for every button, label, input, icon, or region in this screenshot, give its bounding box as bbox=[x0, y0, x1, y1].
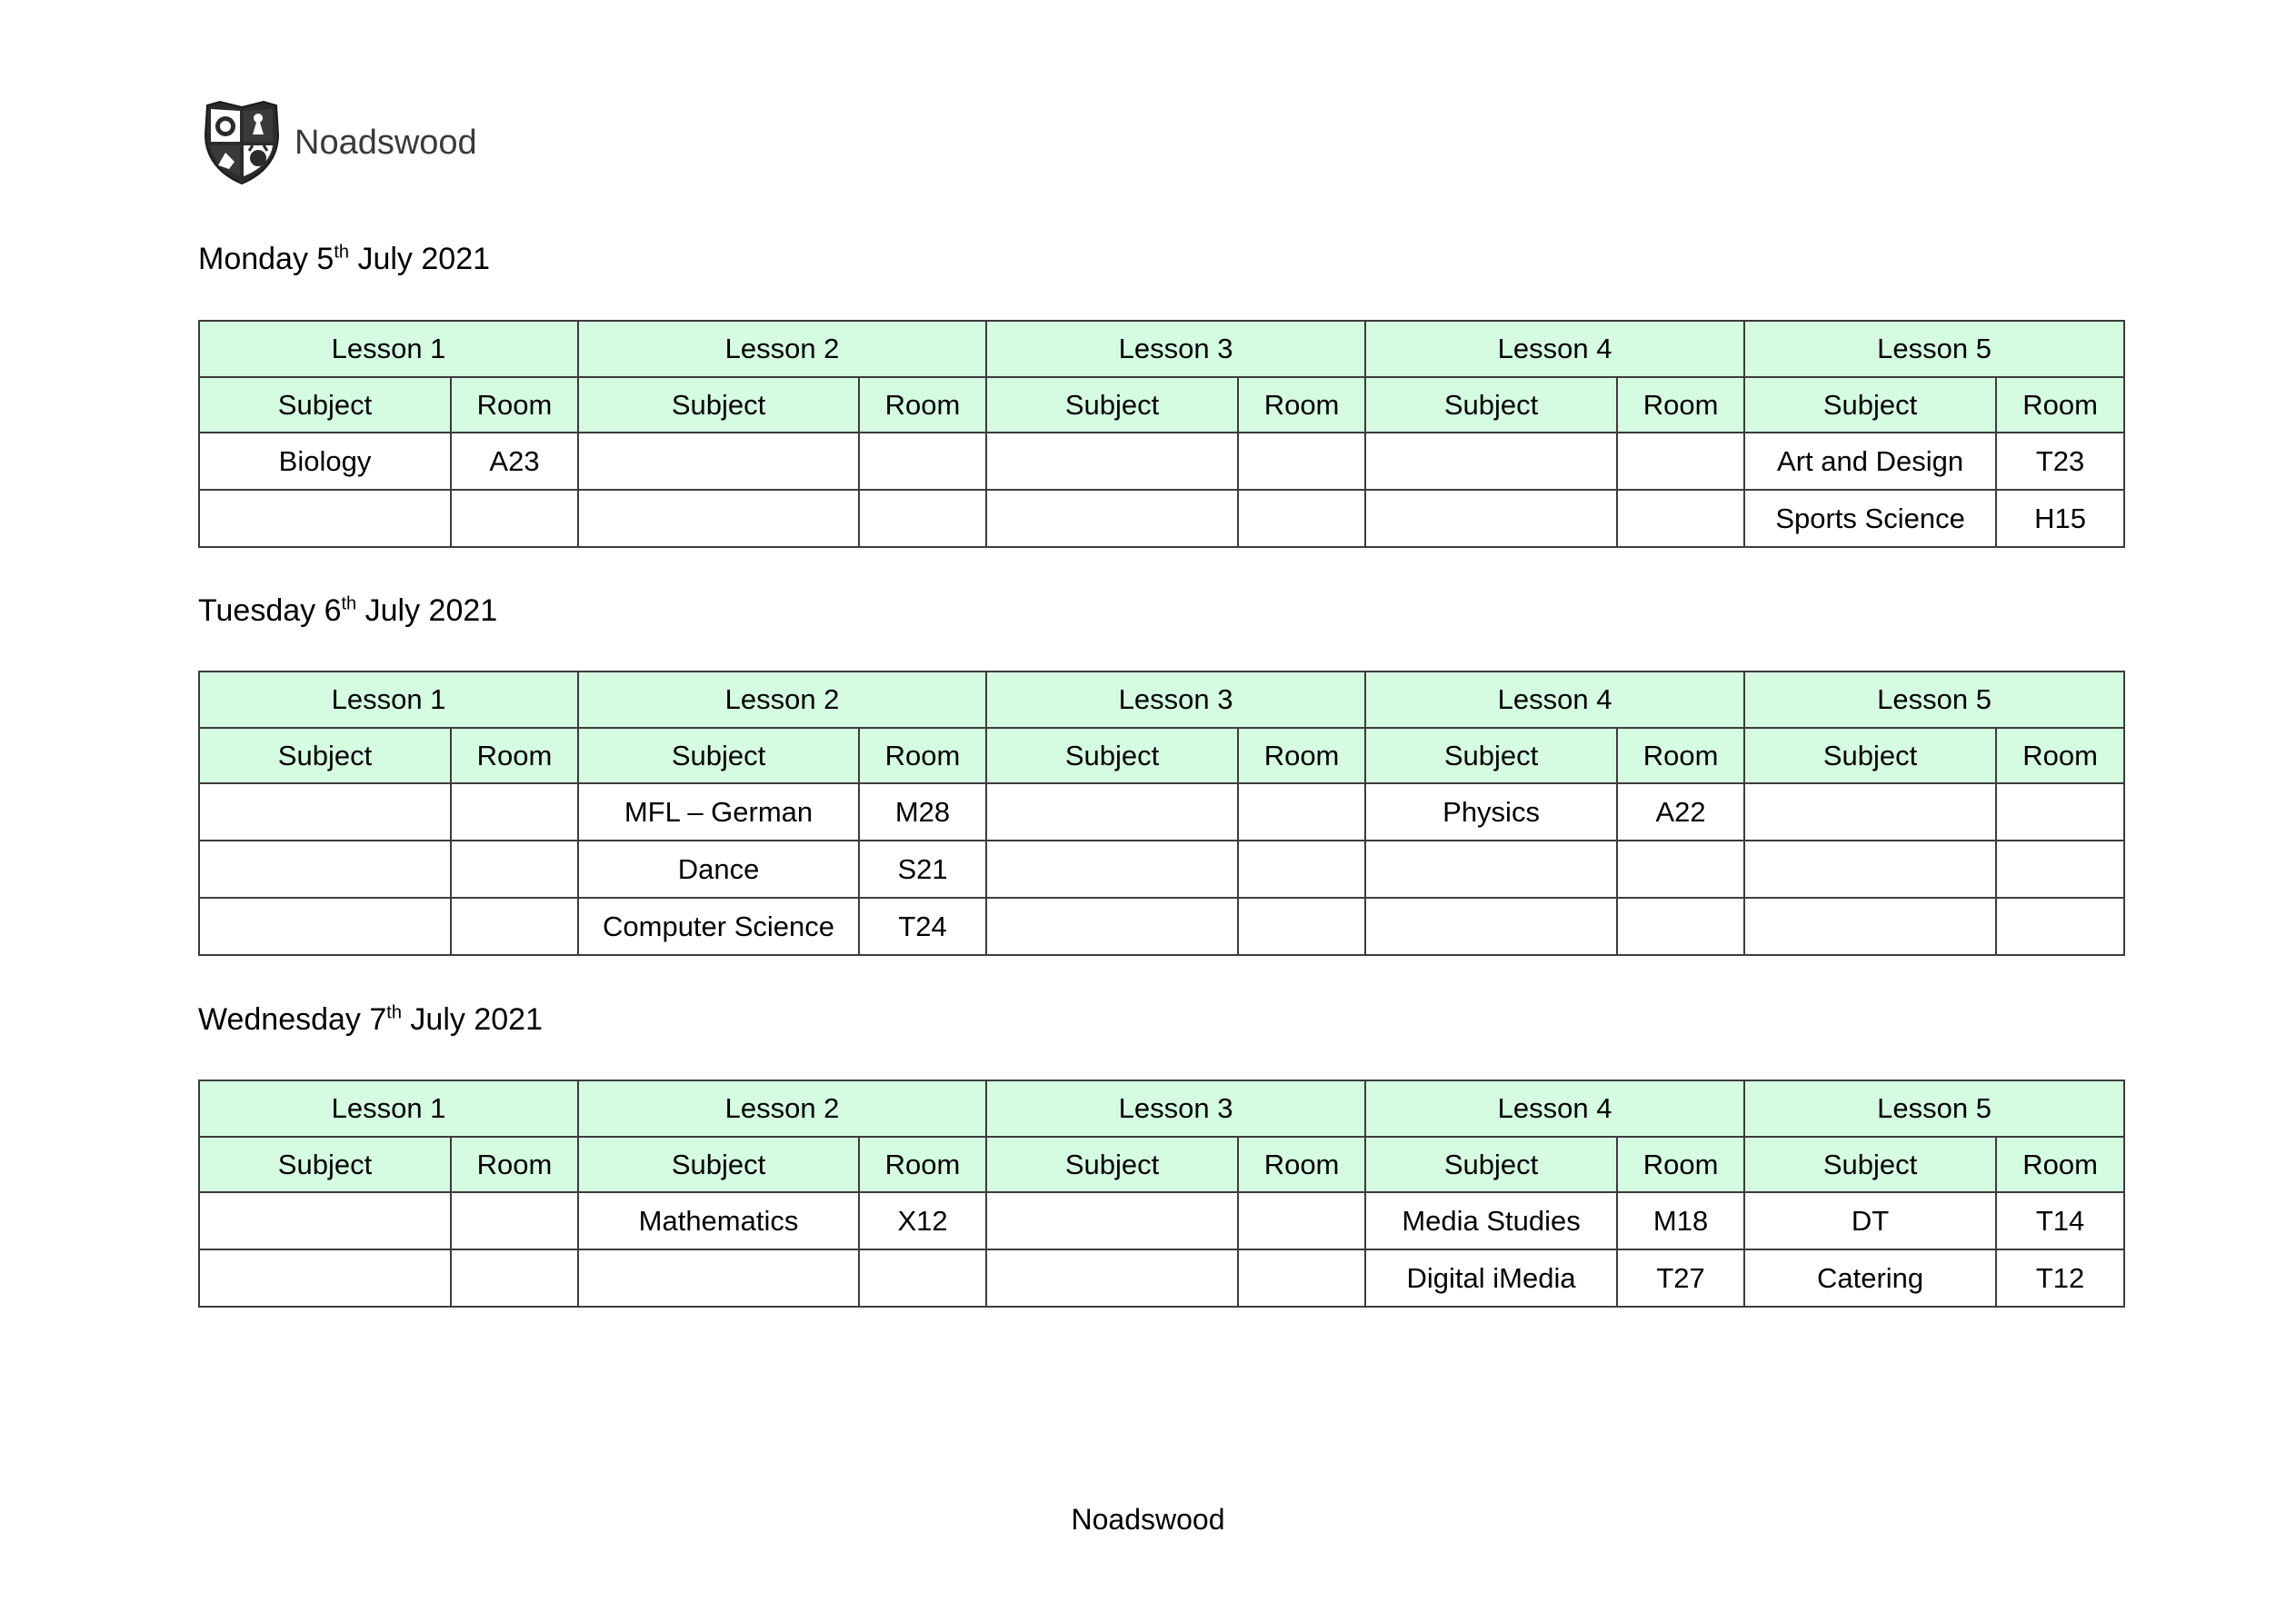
subject-cell bbox=[986, 1249, 1238, 1307]
lesson-header-row bbox=[199, 672, 2124, 728]
room-column-header: Room bbox=[1617, 377, 1744, 433]
lesson-header-3: Lesson 3 bbox=[986, 321, 1365, 377]
table-row bbox=[199, 1192, 2124, 1249]
school-logo bbox=[198, 98, 477, 187]
room-cell bbox=[859, 1249, 986, 1307]
subject-column-header: Subject bbox=[986, 377, 1238, 433]
room-cell: A22 bbox=[1617, 783, 1744, 841]
column-header-row bbox=[199, 1137, 2124, 1192]
room-cell bbox=[1617, 841, 1744, 898]
lesson-header-2: Lesson 2 bbox=[578, 321, 986, 377]
subject-cell: Sports Science bbox=[1744, 490, 1996, 547]
room-cell: T12 bbox=[1996, 1249, 2124, 1307]
table-row bbox=[199, 783, 2124, 841]
room-column-header: Room bbox=[1996, 377, 2124, 433]
subject-cell bbox=[1365, 490, 1617, 547]
room-cell: A23 bbox=[451, 433, 578, 490]
room-cell bbox=[1238, 490, 1365, 547]
room-column-header: Room bbox=[451, 728, 578, 783]
room-cell bbox=[451, 783, 578, 841]
room-cell bbox=[859, 433, 986, 490]
subject-cell: Art and Design bbox=[1744, 433, 1996, 490]
room-cell: T14 bbox=[1996, 1192, 2124, 1249]
subject-cell: Media Studies bbox=[1365, 1192, 1617, 1249]
subject-column-header: Subject bbox=[578, 728, 859, 783]
subject-cell bbox=[1744, 841, 1996, 898]
room-column-header: Room bbox=[1996, 1137, 2124, 1192]
subject-cell bbox=[578, 433, 859, 490]
room-column-header: Room bbox=[859, 1137, 986, 1192]
lesson-header-2: Lesson 2 bbox=[578, 672, 986, 728]
room-cell bbox=[1238, 898, 1365, 955]
room-cell: X12 bbox=[859, 1192, 986, 1249]
lesson-header-row bbox=[199, 1080, 2124, 1137]
room-cell bbox=[1617, 433, 1744, 490]
lesson-header-5: Lesson 5 bbox=[1744, 672, 2124, 728]
subject-cell bbox=[986, 898, 1238, 955]
room-cell: T24 bbox=[859, 898, 986, 955]
room-cell: M28 bbox=[859, 783, 986, 841]
subject-cell: MFL – German bbox=[578, 783, 859, 841]
table-row bbox=[199, 433, 2124, 490]
subject-cell: Dance bbox=[578, 841, 859, 898]
subject-column-header: Subject bbox=[578, 377, 859, 433]
room-column-header: Room bbox=[1617, 728, 1744, 783]
room-cell: T27 bbox=[1617, 1249, 1744, 1307]
room-cell bbox=[1617, 490, 1744, 547]
room-cell bbox=[1238, 433, 1365, 490]
room-cell: S21 bbox=[859, 841, 986, 898]
room-column-header: Room bbox=[1238, 377, 1365, 433]
subject-cell bbox=[986, 490, 1238, 547]
room-cell bbox=[1996, 898, 2124, 955]
room-cell bbox=[1617, 898, 1744, 955]
subject-cell bbox=[199, 783, 451, 841]
subject-cell bbox=[199, 490, 451, 547]
room-cell: H15 bbox=[1996, 490, 2124, 547]
day-heading-monday: Monday 5th July 2021 bbox=[198, 242, 491, 276]
lesson-header-4: Lesson 4 bbox=[1365, 321, 1744, 377]
subject-cell: DT bbox=[1744, 1192, 1996, 1249]
subject-cell: Physics bbox=[1365, 783, 1617, 841]
room-column-header: Room bbox=[451, 1137, 578, 1192]
subject-column-header: Subject bbox=[986, 1137, 1238, 1192]
room-cell bbox=[451, 1249, 578, 1307]
room-cell bbox=[451, 841, 578, 898]
subject-cell bbox=[199, 1249, 451, 1307]
subject-cell bbox=[986, 783, 1238, 841]
subject-cell bbox=[199, 898, 451, 955]
table-row bbox=[199, 490, 2124, 547]
subject-column-header: Subject bbox=[1365, 728, 1617, 783]
school-crest-icon bbox=[198, 98, 285, 187]
page-footer: Noadswood bbox=[1071, 1503, 1225, 1536]
subject-cell bbox=[199, 841, 451, 898]
subject-cell bbox=[578, 1249, 859, 1307]
subject-column-header: Subject bbox=[1744, 377, 1996, 433]
lesson-header-3: Lesson 3 bbox=[986, 672, 1365, 728]
column-header-row bbox=[199, 728, 2124, 783]
table-row bbox=[199, 898, 2124, 955]
subject-column-header: Subject bbox=[1365, 1137, 1617, 1192]
room-cell bbox=[451, 490, 578, 547]
logo-text: Noadswood bbox=[294, 123, 477, 162]
lesson-header-1: Lesson 1 bbox=[199, 1080, 578, 1137]
subject-cell bbox=[1744, 898, 1996, 955]
column-header-row bbox=[199, 377, 2124, 433]
table-row bbox=[199, 1249, 2124, 1307]
room-column-header: Room bbox=[859, 728, 986, 783]
lesson-header-2: Lesson 2 bbox=[578, 1080, 986, 1137]
subject-cell bbox=[986, 433, 1238, 490]
lesson-header-1: Lesson 1 bbox=[199, 672, 578, 728]
subject-cell bbox=[986, 1192, 1238, 1249]
subject-column-header: Subject bbox=[199, 728, 451, 783]
lesson-header-4: Lesson 4 bbox=[1365, 1080, 1744, 1137]
day-heading-tuesday: Tuesday 6th July 2021 bbox=[198, 593, 498, 628]
room-column-header: Room bbox=[859, 377, 986, 433]
subject-cell bbox=[1365, 433, 1617, 490]
room-column-header: Room bbox=[1617, 1137, 1744, 1192]
room-cell bbox=[1996, 783, 2124, 841]
room-cell: M18 bbox=[1617, 1192, 1744, 1249]
subject-column-header: Subject bbox=[578, 1137, 859, 1192]
subject-cell: Mathematics bbox=[578, 1192, 859, 1249]
subject-cell bbox=[199, 1192, 451, 1249]
subject-cell bbox=[986, 841, 1238, 898]
subject-cell: Computer Science bbox=[578, 898, 859, 955]
room-column-header: Room bbox=[1996, 728, 2124, 783]
room-cell bbox=[451, 898, 578, 955]
room-cell bbox=[1238, 783, 1365, 841]
room-column-header: Room bbox=[1238, 1137, 1365, 1192]
room-cell bbox=[1238, 1249, 1365, 1307]
subject-cell: Biology bbox=[199, 433, 451, 490]
room-cell: T23 bbox=[1996, 433, 2124, 490]
subject-cell: Digital iMedia bbox=[1365, 1249, 1617, 1307]
timetable-monday bbox=[198, 320, 2125, 548]
subject-column-header: Subject bbox=[1744, 728, 1996, 783]
timetable-tuesday bbox=[198, 671, 2125, 956]
room-cell bbox=[859, 490, 986, 547]
lesson-header-5: Lesson 5 bbox=[1744, 1080, 2124, 1137]
subject-column-header: Subject bbox=[199, 1137, 451, 1192]
subject-column-header: Subject bbox=[986, 728, 1238, 783]
subject-cell bbox=[1744, 783, 1996, 841]
subject-cell bbox=[578, 490, 859, 547]
timetable-wednesday bbox=[198, 1080, 2125, 1308]
room-column-header: Room bbox=[451, 377, 578, 433]
subject-cell bbox=[1365, 898, 1617, 955]
subject-column-header: Subject bbox=[1365, 377, 1617, 433]
day-heading-wednesday: Wednesday 7th July 2021 bbox=[198, 1002, 543, 1037]
room-cell bbox=[1996, 841, 2124, 898]
lesson-header-row bbox=[199, 321, 2124, 377]
lesson-header-3: Lesson 3 bbox=[986, 1080, 1365, 1137]
subject-cell bbox=[1365, 841, 1617, 898]
room-column-header: Room bbox=[1238, 728, 1365, 783]
table-row bbox=[199, 841, 2124, 898]
room-cell bbox=[1238, 841, 1365, 898]
lesson-header-1: Lesson 1 bbox=[199, 321, 578, 377]
room-cell bbox=[451, 1192, 578, 1249]
room-cell bbox=[1238, 1192, 1365, 1249]
subject-column-header: Subject bbox=[199, 377, 451, 433]
subject-cell: Catering bbox=[1744, 1249, 1996, 1307]
subject-column-header: Subject bbox=[1744, 1137, 1996, 1192]
lesson-header-5: Lesson 5 bbox=[1744, 321, 2124, 377]
lesson-header-4: Lesson 4 bbox=[1365, 672, 1744, 728]
